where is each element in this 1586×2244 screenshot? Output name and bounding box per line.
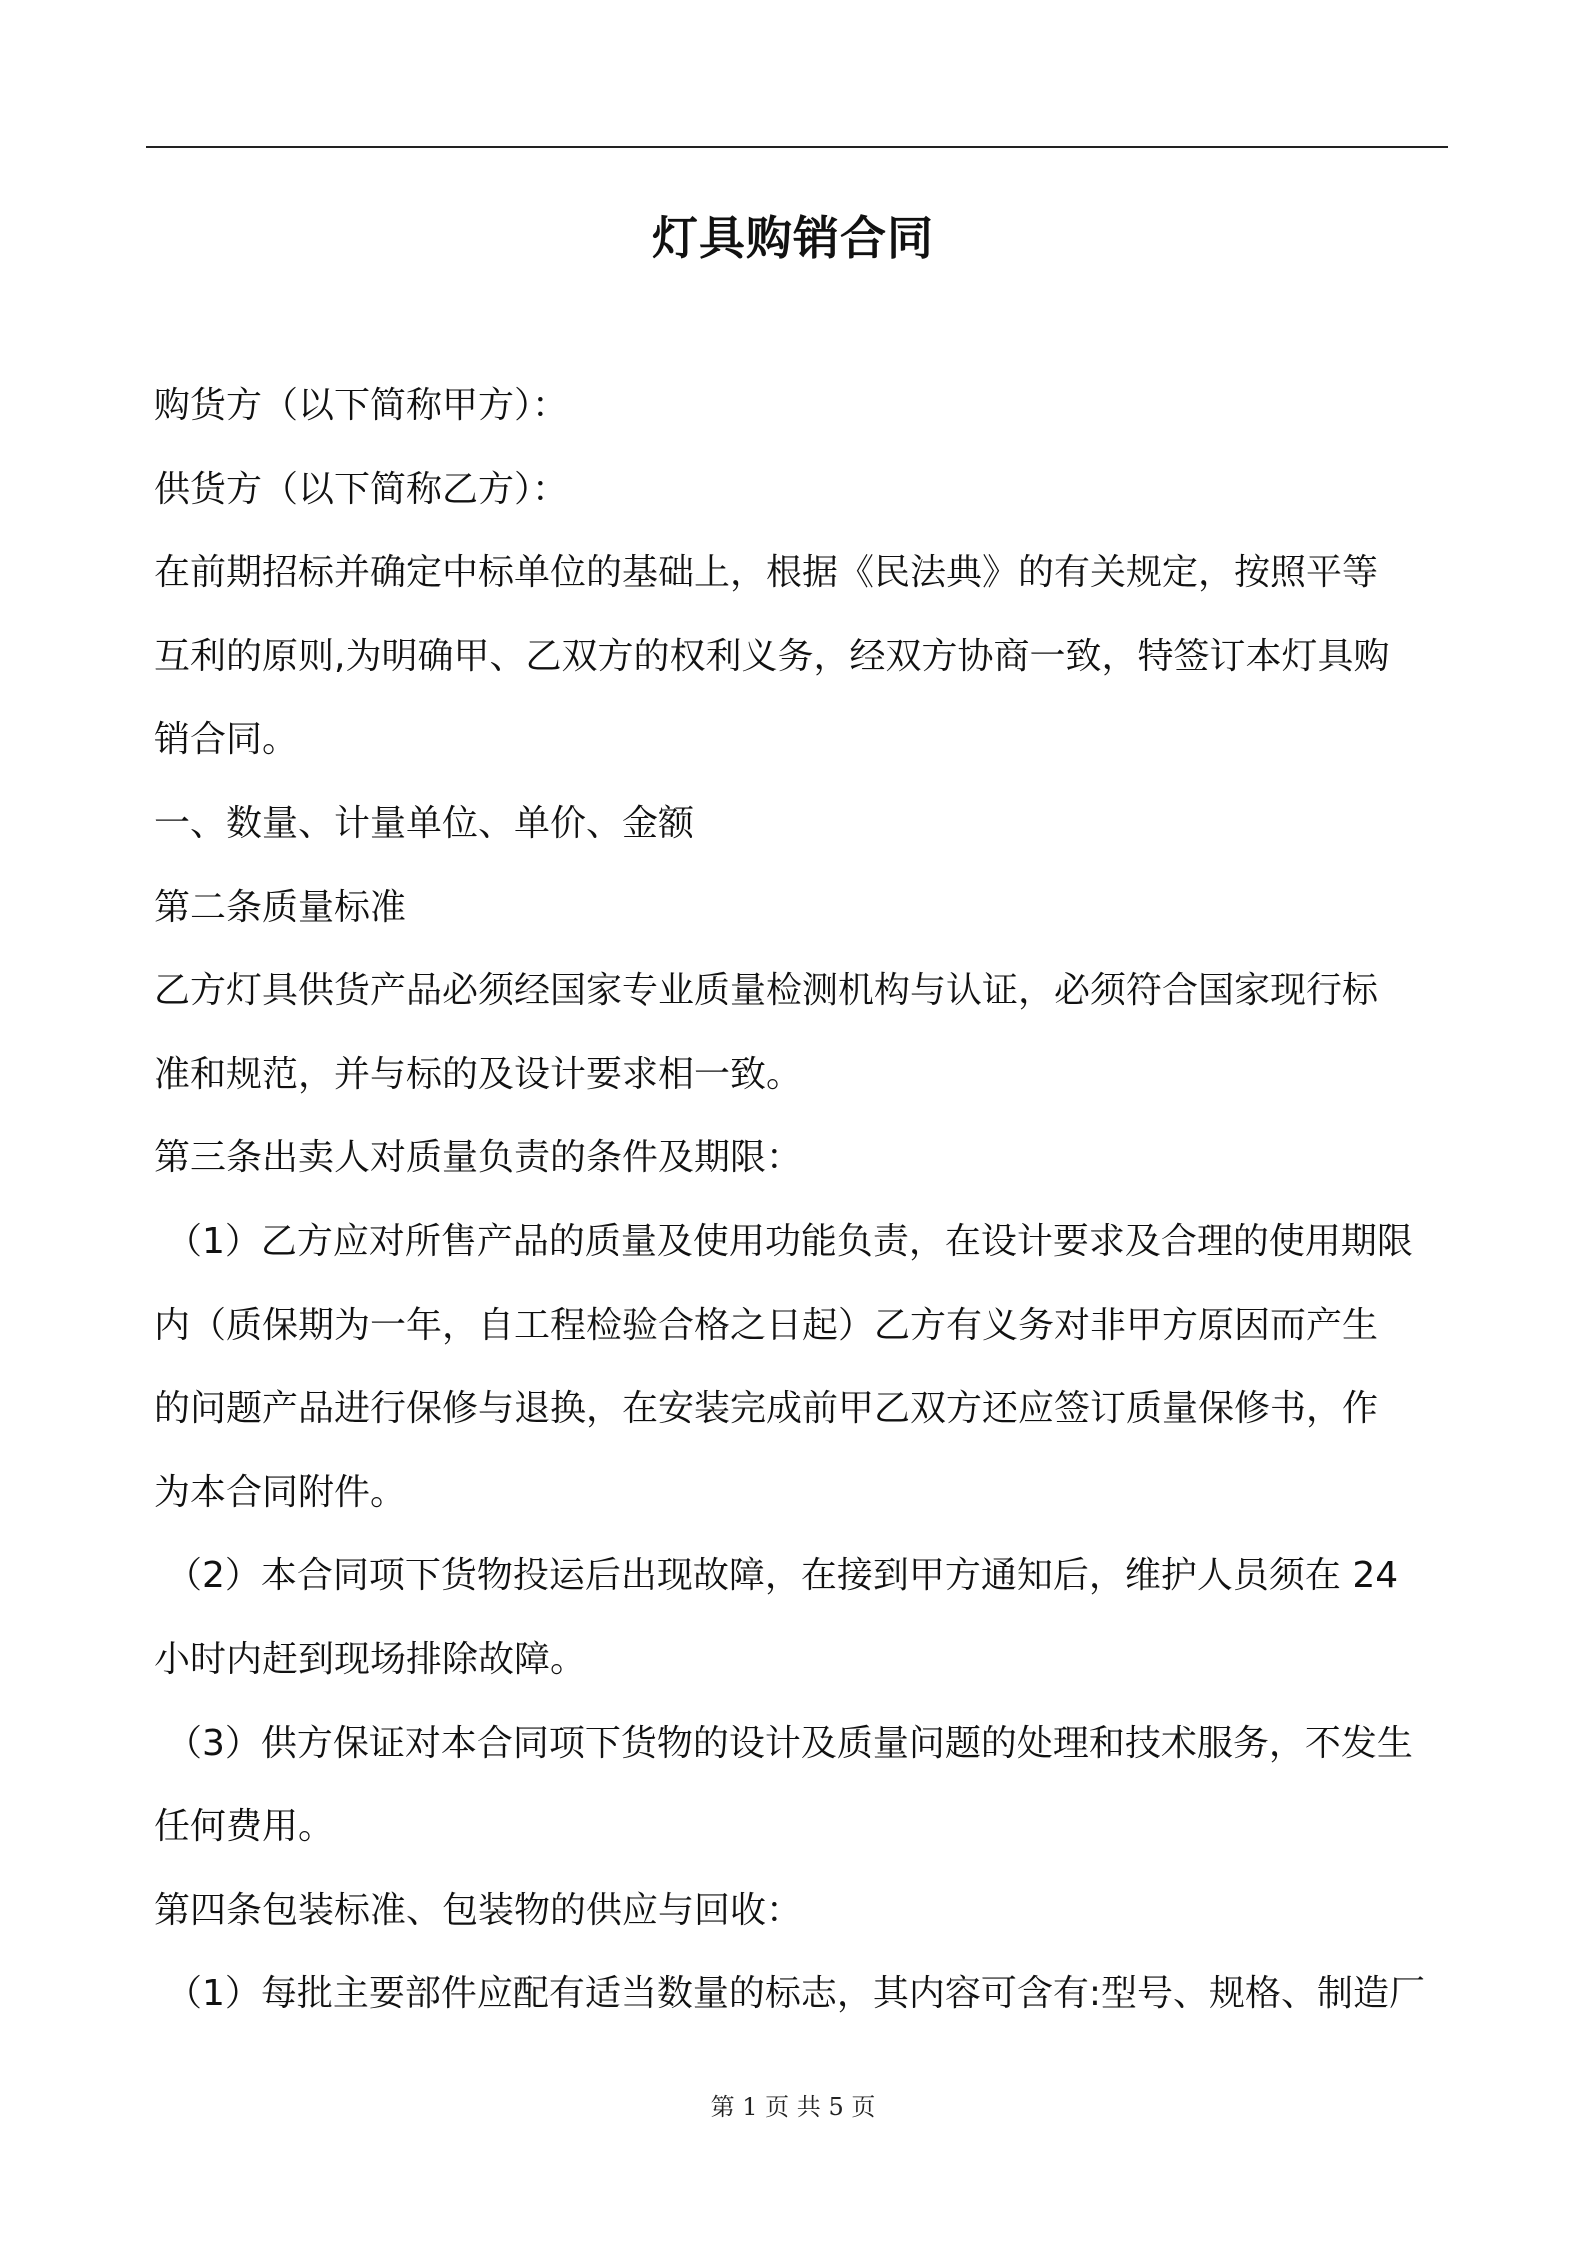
article-3-item-1-cont: 内（质保期为一年，自工程检验合格之日起）乙方有义务对非甲方原因而产生	[154, 1304, 1379, 1346]
contract-body	[154, 364, 1450, 2036]
article-3-heading: 第三条出卖人对质量负责的条件及期限：	[154, 1137, 803, 1179]
section-heading-quantity: 一、数量、计量单位、单价、金额	[154, 802, 695, 844]
preamble-line: 互利的原则,为明确甲、乙双方的权利义务，经双方协商一致，特签订本灯具购	[154, 635, 1390, 677]
article-3-item-2-cont: 小时内赶到现场排除故障。	[154, 1638, 587, 1680]
article-2-text: 乙方灯具供货产品必须经国家专业质量检测机构与认证，必须符合国家现行标	[154, 970, 1379, 1012]
buyer-line: 购货方（以下简称甲方）：	[154, 385, 569, 426]
article-3-item-2: （2）本合同项下货物投运后出现故障，在接到甲方通知后，维护人员须在 24	[166, 1555, 1399, 1597]
article-2-heading: 第二条质量标准	[154, 886, 407, 928]
preamble-line: 在前期招标并确定中标单位的基础上，根据《民法典》的有关规定，按照平等	[154, 552, 1379, 594]
preamble-line: 销合同。	[154, 719, 299, 761]
article-2-text: 准和规范，并与标的及设计要求相一致。	[154, 1053, 803, 1095]
document-title: 灯具购销合同	[652, 211, 934, 265]
article-3-item-1-cont: 为本合同附件。	[154, 1471, 407, 1513]
seller-line: 供货方（以下简称乙方）：	[154, 468, 569, 510]
page-number-footer: 第 1 页 共 5 页	[710, 2093, 876, 2121]
article-4-item-1: （1）每批主要部件应配有适当数量的标志，其内容可含有:型号、规格、制造厂	[166, 1973, 1426, 2015]
article-3-item-1: （1）乙方应对所售产品的质量及使用功能负责，在设计要求及合理的使用期限	[166, 1220, 1413, 1262]
article-3-item-3-cont: 任何费用。	[154, 1806, 335, 1848]
article-3-item-1-cont: 的问题产品进行保修与退换，在安装完成前甲乙双方还应签订质量保修书，作	[154, 1388, 1379, 1430]
article-3-item-3: （3）供方保证对本合同项下货物的设计及质量问题的处理和技术服务，不发生	[166, 1722, 1413, 1764]
article-4-heading: 第四条包装标准、包装物的供应与回收：	[154, 1889, 803, 1931]
header-rule	[146, 146, 1448, 148]
